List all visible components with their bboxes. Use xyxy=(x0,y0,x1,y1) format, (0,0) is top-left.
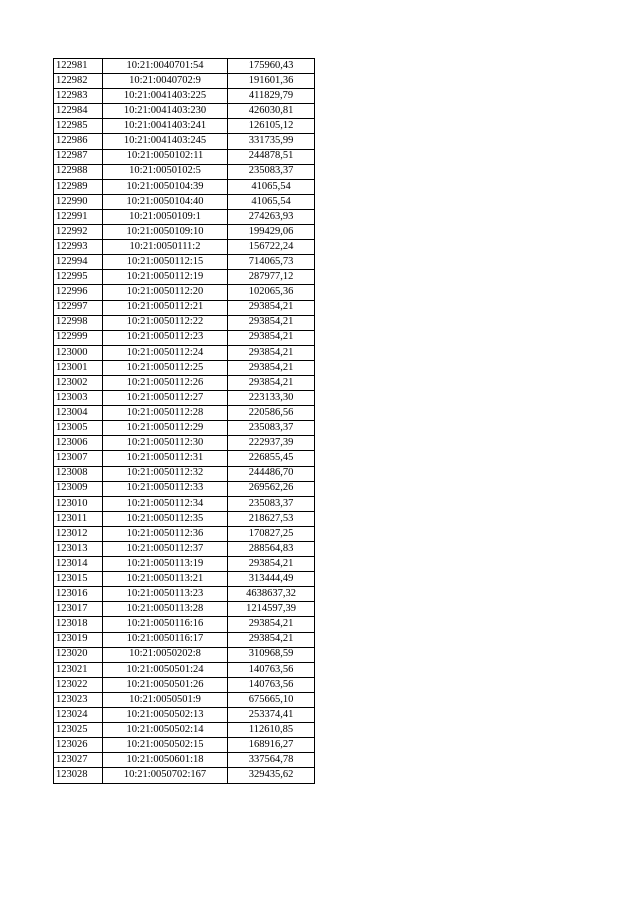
value-amount-cell: 126105,12 xyxy=(228,119,315,134)
value-amount-cell: 675665,10 xyxy=(228,692,315,707)
cadastral-number-cell: 10:21:0050113:19 xyxy=(103,557,228,572)
value-amount-cell: 226855,45 xyxy=(228,451,315,466)
row-number-cell: 122996 xyxy=(54,285,103,300)
table-row xyxy=(54,240,315,255)
table-row xyxy=(54,738,315,753)
cadastral-number-cell: 10:21:0050112:36 xyxy=(103,526,228,541)
table-row xyxy=(54,345,315,360)
row-number-cell: 122981 xyxy=(54,59,103,74)
value-amount-cell: 168916,27 xyxy=(228,738,315,753)
value-amount-cell: 310968,59 xyxy=(228,647,315,662)
row-number-cell: 122982 xyxy=(54,74,103,89)
table-row xyxy=(54,225,315,240)
row-number-cell: 123000 xyxy=(54,345,103,360)
row-number-cell: 123019 xyxy=(54,632,103,647)
value-amount-cell: 1214597,39 xyxy=(228,602,315,617)
cadastral-number-cell: 10:21:0050112:32 xyxy=(103,466,228,481)
table-row xyxy=(54,270,315,285)
row-number-cell: 123001 xyxy=(54,360,103,375)
value-amount-cell: 220586,56 xyxy=(228,406,315,421)
cadastral-number-cell: 10:21:0050116:17 xyxy=(103,632,228,647)
cadastral-number-cell: 10:21:0050112:26 xyxy=(103,375,228,390)
table-row xyxy=(54,451,315,466)
row-number-cell: 123027 xyxy=(54,753,103,768)
table-row xyxy=(54,526,315,541)
row-number-cell: 122989 xyxy=(54,179,103,194)
cadastral-number-cell: 10:21:0050112:34 xyxy=(103,496,228,511)
cadastral-number-cell: 10:21:0041403:230 xyxy=(103,104,228,119)
cadastral-number-cell: 10:21:0050112:21 xyxy=(103,300,228,315)
value-amount-cell: 293854,21 xyxy=(228,300,315,315)
value-amount-cell: 170827,25 xyxy=(228,526,315,541)
table-row xyxy=(54,134,315,149)
value-amount-cell: 244878,51 xyxy=(228,149,315,164)
table-row xyxy=(54,194,315,209)
cadastral-number-cell: 10:21:0041403:245 xyxy=(103,134,228,149)
table-row xyxy=(54,708,315,723)
value-amount-cell: 293854,21 xyxy=(228,345,315,360)
value-amount-cell: 140763,56 xyxy=(228,662,315,677)
table-row xyxy=(54,104,315,119)
row-number-cell: 122999 xyxy=(54,330,103,345)
table-row xyxy=(54,164,315,179)
row-number-cell: 123011 xyxy=(54,511,103,526)
value-amount-cell: 222937,39 xyxy=(228,436,315,451)
row-number-cell: 123016 xyxy=(54,587,103,602)
table-row xyxy=(54,255,315,270)
table-row xyxy=(54,209,315,224)
cadastral-number-cell: 10:21:0050112:22 xyxy=(103,315,228,330)
cadastral-number-cell: 10:21:0050502:13 xyxy=(103,708,228,723)
table-row xyxy=(54,587,315,602)
value-amount-cell: 244486,70 xyxy=(228,466,315,481)
cadastral-number-cell: 10:21:0050102:5 xyxy=(103,164,228,179)
table-row xyxy=(54,315,315,330)
row-number-cell: 122998 xyxy=(54,315,103,330)
cadastral-number-cell: 10:21:0050104:40 xyxy=(103,194,228,209)
value-amount-cell: 337564,78 xyxy=(228,753,315,768)
value-amount-cell: 287977,12 xyxy=(228,270,315,285)
row-number-cell: 123005 xyxy=(54,421,103,436)
value-amount-cell: 140763,56 xyxy=(228,677,315,692)
table-row xyxy=(54,466,315,481)
cadastral-number-cell: 10:21:0050112:23 xyxy=(103,330,228,345)
cadastral-number-cell: 10:21:0050702:167 xyxy=(103,768,228,783)
cadastral-number-cell: 10:21:0050116:16 xyxy=(103,617,228,632)
cadastral-number-cell: 10:21:0050112:29 xyxy=(103,421,228,436)
value-amount-cell: 223133,30 xyxy=(228,391,315,406)
cadastral-number-cell: 10:21:0050112:28 xyxy=(103,406,228,421)
table-row xyxy=(54,617,315,632)
cadastral-number-cell: 10:21:0050113:23 xyxy=(103,587,228,602)
table-row xyxy=(54,436,315,451)
table-row xyxy=(54,300,315,315)
cadastral-number-cell: 10:21:0050112:19 xyxy=(103,270,228,285)
table-row xyxy=(54,89,315,104)
row-number-cell: 123010 xyxy=(54,496,103,511)
cadastral-number-cell: 10:21:0050109:1 xyxy=(103,209,228,224)
row-number-cell: 123014 xyxy=(54,557,103,572)
table-row xyxy=(54,542,315,557)
row-number-cell: 123008 xyxy=(54,466,103,481)
value-amount-cell: 191601,36 xyxy=(228,74,315,89)
table-row xyxy=(54,753,315,768)
value-amount-cell: 102065,36 xyxy=(228,285,315,300)
value-amount-cell: 293854,21 xyxy=(228,315,315,330)
row-number-cell: 122992 xyxy=(54,225,103,240)
cadastral-number-cell: 10:21:0050501:24 xyxy=(103,662,228,677)
row-number-cell: 122986 xyxy=(54,134,103,149)
table-row xyxy=(54,768,315,783)
value-amount-cell: 41065,54 xyxy=(228,179,315,194)
cadastral-number-cell: 10:21:0050112:25 xyxy=(103,360,228,375)
row-number-cell: 123007 xyxy=(54,451,103,466)
row-number-cell: 123012 xyxy=(54,526,103,541)
row-number-cell: 123009 xyxy=(54,481,103,496)
table-row xyxy=(54,677,315,692)
row-number-cell: 123024 xyxy=(54,708,103,723)
value-amount-cell: 235083,37 xyxy=(228,421,315,436)
value-amount-cell: 329435,62 xyxy=(228,768,315,783)
row-number-cell: 123021 xyxy=(54,662,103,677)
table-row xyxy=(54,330,315,345)
table-row xyxy=(54,511,315,526)
value-amount-cell: 235083,37 xyxy=(228,164,315,179)
table-row xyxy=(54,285,315,300)
cadastral-number-cell: 10:21:0050501:9 xyxy=(103,692,228,707)
row-number-cell: 123022 xyxy=(54,677,103,692)
cadastral-number-cell: 10:21:0050109:10 xyxy=(103,225,228,240)
cadastral-number-cell: 10:21:0050112:30 xyxy=(103,436,228,451)
cadastral-number-cell: 10:21:0050112:15 xyxy=(103,255,228,270)
value-amount-cell: 175960,43 xyxy=(228,59,315,74)
cadastral-number-cell: 10:21:0050502:14 xyxy=(103,723,228,738)
row-number-cell: 123003 xyxy=(54,391,103,406)
cadastral-number-cell: 10:21:0050113:21 xyxy=(103,572,228,587)
value-amount-cell: 199429,06 xyxy=(228,225,315,240)
value-amount-cell: 293854,21 xyxy=(228,617,315,632)
value-amount-cell: 293854,21 xyxy=(228,375,315,390)
value-amount-cell: 426030,81 xyxy=(228,104,315,119)
value-amount-cell: 293854,21 xyxy=(228,360,315,375)
value-amount-cell: 331735,99 xyxy=(228,134,315,149)
row-number-cell: 122988 xyxy=(54,164,103,179)
table-row xyxy=(54,360,315,375)
row-number-cell: 123004 xyxy=(54,406,103,421)
cadastral-number-cell: 10:21:0050502:15 xyxy=(103,738,228,753)
property-value-table xyxy=(53,58,315,784)
cadastral-number-cell: 10:21:0041403:241 xyxy=(103,119,228,134)
table-row xyxy=(54,496,315,511)
cadastral-number-cell: 10:21:0050112:35 xyxy=(103,511,228,526)
row-number-cell: 123006 xyxy=(54,436,103,451)
cadastral-number-cell: 10:21:0050112:31 xyxy=(103,451,228,466)
row-number-cell: 123017 xyxy=(54,602,103,617)
row-number-cell: 123025 xyxy=(54,723,103,738)
table-row xyxy=(54,723,315,738)
value-amount-cell: 274263,93 xyxy=(228,209,315,224)
value-amount-cell: 293854,21 xyxy=(228,330,315,345)
cadastral-number-cell: 10:21:0050111:2 xyxy=(103,240,228,255)
value-amount-cell: 288564,83 xyxy=(228,542,315,557)
row-number-cell: 122993 xyxy=(54,240,103,255)
table-row xyxy=(54,602,315,617)
row-number-cell: 122984 xyxy=(54,104,103,119)
table-row xyxy=(54,421,315,436)
value-amount-cell: 218627,53 xyxy=(228,511,315,526)
row-number-cell: 123026 xyxy=(54,738,103,753)
row-number-cell: 123020 xyxy=(54,647,103,662)
cadastral-number-cell: 10:21:0050112:27 xyxy=(103,391,228,406)
cadastral-number-cell: 10:21:0050112:33 xyxy=(103,481,228,496)
row-number-cell: 122983 xyxy=(54,89,103,104)
row-number-cell: 122997 xyxy=(54,300,103,315)
table-row xyxy=(54,74,315,89)
table-row xyxy=(54,59,315,74)
cadastral-number-cell: 10:21:0041403:225 xyxy=(103,89,228,104)
row-number-cell: 123002 xyxy=(54,375,103,390)
table-row xyxy=(54,632,315,647)
cadastral-number-cell: 10:21:0050102:11 xyxy=(103,149,228,164)
table-row xyxy=(54,557,315,572)
row-number-cell: 123013 xyxy=(54,542,103,557)
table-row xyxy=(54,119,315,134)
cadastral-number-cell: 10:21:0050112:24 xyxy=(103,345,228,360)
value-amount-cell: 293854,21 xyxy=(228,557,315,572)
value-amount-cell: 253374,41 xyxy=(228,708,315,723)
row-number-cell: 122985 xyxy=(54,119,103,134)
value-amount-cell: 269562,26 xyxy=(228,481,315,496)
row-number-cell: 123018 xyxy=(54,617,103,632)
table-body xyxy=(54,59,315,784)
value-amount-cell: 235083,37 xyxy=(228,496,315,511)
cadastral-number-cell: 10:21:0050601:18 xyxy=(103,753,228,768)
value-amount-cell: 4638637,32 xyxy=(228,587,315,602)
value-amount-cell: 714065,73 xyxy=(228,255,315,270)
cadastral-number-cell: 10:21:0040702:9 xyxy=(103,74,228,89)
row-number-cell: 122991 xyxy=(54,209,103,224)
table-row xyxy=(54,647,315,662)
cadastral-number-cell: 10:21:0050112:37 xyxy=(103,542,228,557)
value-amount-cell: 41065,54 xyxy=(228,194,315,209)
row-number-cell: 122990 xyxy=(54,194,103,209)
cadastral-number-cell: 10:21:0040701:54 xyxy=(103,59,228,74)
value-amount-cell: 156722,24 xyxy=(228,240,315,255)
value-amount-cell: 293854,21 xyxy=(228,632,315,647)
value-amount-cell: 313444,49 xyxy=(228,572,315,587)
row-number-cell: 122994 xyxy=(54,255,103,270)
row-number-cell: 122987 xyxy=(54,149,103,164)
cadastral-number-cell: 10:21:0050113:28 xyxy=(103,602,228,617)
table-row xyxy=(54,149,315,164)
cadastral-number-cell: 10:21:0050112:20 xyxy=(103,285,228,300)
value-amount-cell: 411829,79 xyxy=(228,89,315,104)
row-number-cell: 122995 xyxy=(54,270,103,285)
row-number-cell: 123015 xyxy=(54,572,103,587)
table-row xyxy=(54,692,315,707)
cadastral-number-cell: 10:21:0050202:8 xyxy=(103,647,228,662)
table-row xyxy=(54,406,315,421)
value-amount-cell: 112610,85 xyxy=(228,723,315,738)
cadastral-number-cell: 10:21:0050104:39 xyxy=(103,179,228,194)
table-row xyxy=(54,481,315,496)
table-row xyxy=(54,662,315,677)
row-number-cell: 123028 xyxy=(54,768,103,783)
cadastral-number-cell: 10:21:0050501:26 xyxy=(103,677,228,692)
table-row xyxy=(54,375,315,390)
row-number-cell: 123023 xyxy=(54,692,103,707)
table-row xyxy=(54,572,315,587)
table-row xyxy=(54,179,315,194)
table-row xyxy=(54,391,315,406)
